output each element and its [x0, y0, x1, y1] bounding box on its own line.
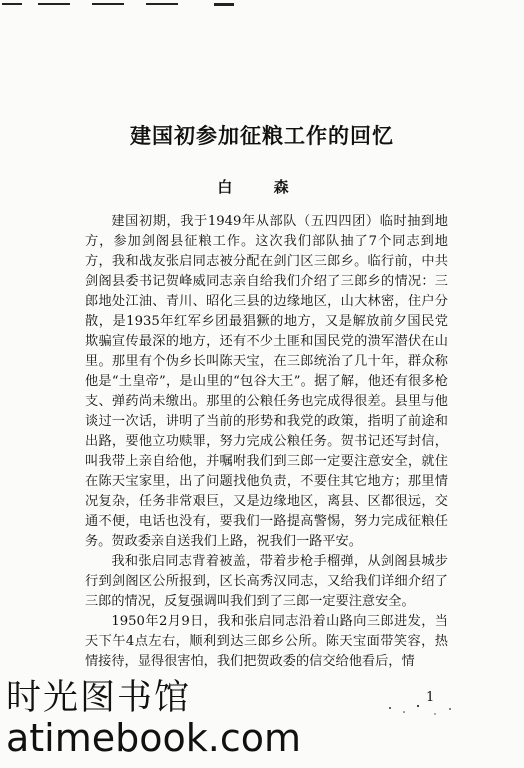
watermark-chinese: 时光图书馆 — [6, 678, 192, 718]
scan-edge-marks — [0, 0, 524, 8]
page-title: 建国初参加征粮工作的回忆 — [130, 123, 394, 148]
page-number: 1 — [426, 690, 435, 705]
scan-noise — [380, 700, 470, 720]
paragraph: 建国初期，我于1949年从部队（五四四团）临时抽到地方，参加剑阁县征粮工作。这次我们部队抽了7个同志到地方，我和战友张启同志被分配在剑门区三郎乡。临行前，中共剑阁县委书记贺峰威同志亲自给我们介绍了三郎乡的情况：三郎地处江油、青川、昭化三县的边缘地区，山大林密，住户分散，是1935年红军乡团最猖獗的地方，又是解放前夕国民党欺骗宣传最深的地方，还有不少土匪和国民党的溃军潜伏在山里。那里有个伪乡长叫陈天宝，在三郎统治了几十年，群众称他是“土皇帝”，是山里的“包谷大王”。据了解，他还有很多枪支、弹药尚未缴出。那里的公粮任务也完成得很差。县里与他谈过一次话，讲明了当前的形势和我党的政策，指明了前途和出路，要他立功赎罪，努力完成公粮任务。贺书记还写封信，叫我带上亲自给他，并嘱咐我们到三郎一定要注意安全，就住在陈天宝家里，出了问题找他负责，不要住其它地方；那里情况复杂，任务非常艰巨，又是边缘地区，离县、区都很远，交通不便，电话也没有，要我们一路提高警惕，努力完成征粮任务。贺政委亲自送我们上路，祝我们一路平安。 — [85, 214, 448, 549]
watermark-url: atimebook.com — [6, 716, 302, 760]
author-name: 白 森 — [217, 178, 307, 196]
paragraph: 我和张启同志背着被盖，带着步枪手榴弹，从剑阁县城步行到剑阁区公所报到，区长高秀汉同志，又给我们详细介绍了三郎的情况，反复强调叫我们到了三郎一定要注意安全。 — [85, 554, 448, 609]
paragraph: 1950年2月9日，我和张启同志沿着山路向三郎进发，当天下午4点左右，顺利到达三郎乡公所。陈天宝面带笑容，热情接待，显得很害怕，我们把贺政委的信交给他看后，情 — [85, 614, 448, 669]
article-body — [85, 212, 448, 672]
